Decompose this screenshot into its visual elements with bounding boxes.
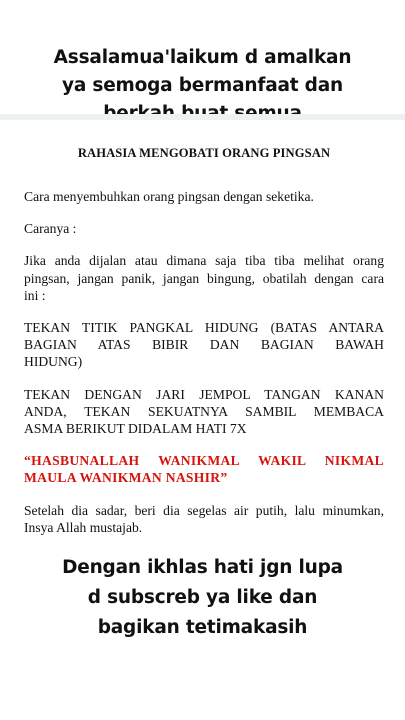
instruction-1-line-1: Jika anda dijalan atau dimana saja tiba tiba melihat orang bbox=[24, 253, 384, 269]
instruction-paragraph-1 bbox=[24, 252, 384, 304]
bottom-caption-line-1: Dengan ikhlas hati jgn lupa bbox=[62, 557, 343, 578]
intro-paragraph: Cara menyembuhkan orang pingsan dengan seketika. bbox=[24, 189, 314, 204]
instruction-1-line-3: ini : bbox=[24, 287, 46, 303]
instruction-paragraph-3 bbox=[24, 386, 384, 438]
top-caption-line-2: ya semoga bermanfaat dan bbox=[62, 75, 343, 96]
closing-paragraph bbox=[24, 502, 384, 536]
top-caption-line-1: Assalamua'laikum d amalkan bbox=[53, 47, 352, 68]
prayer-line-1: “HASBUNALLAH WANIKMAL WAKIL NIKMAL bbox=[24, 453, 384, 469]
instruction-1-line-2: pingsan, jangan panik, jangan bingung, obatilah dengan cara bbox=[24, 270, 384, 286]
instruction-2-line-1: TEKAN TITIK PANGKAL HIDUNG (BATAS ANTARA bbox=[24, 320, 384, 336]
instruction-3-line-3: ASMA BERIKUT DIDALAM HATI 7X bbox=[24, 421, 247, 437]
instruction-2-line-2: BAGIAN ATAS BIBIR DAN BAGIAN BAWAH bbox=[24, 337, 384, 353]
document-title: RAHASIA MENGOBATI ORANG PINGSAN bbox=[77, 146, 331, 160]
instruction-3-line-1: TEKAN DENGAN JARI JEMPOL TANGAN KANAN bbox=[24, 386, 384, 402]
closing-line-2: Insya Allah mustajab. bbox=[24, 519, 143, 535]
document-page bbox=[24, 146, 384, 536]
closing-line-1: Setelah dia sadar, beri dia segelas air putih, lalu minumkan, bbox=[24, 502, 384, 518]
prayer-line-2: MAULA WANIKMAN NASHIR” bbox=[24, 470, 228, 486]
prayer-text bbox=[24, 452, 384, 486]
bottom-caption-line-2: d subscreb ya like dan bbox=[87, 587, 318, 608]
bottom-caption-line-3: bagikan tetimakasih bbox=[97, 617, 308, 638]
page-edge-band bbox=[0, 114, 405, 120]
instruction-3-line-2: ANDA, TEKAN SEKUATNYA SAMBIL MEMBACA bbox=[24, 403, 384, 419]
caranya-label: Caranya : bbox=[24, 221, 77, 237]
instruction-2-line-3: HIDUNG) bbox=[24, 354, 83, 370]
instruction-paragraph-2 bbox=[24, 319, 384, 371]
bottom-caption-overlay bbox=[0, 553, 405, 643]
